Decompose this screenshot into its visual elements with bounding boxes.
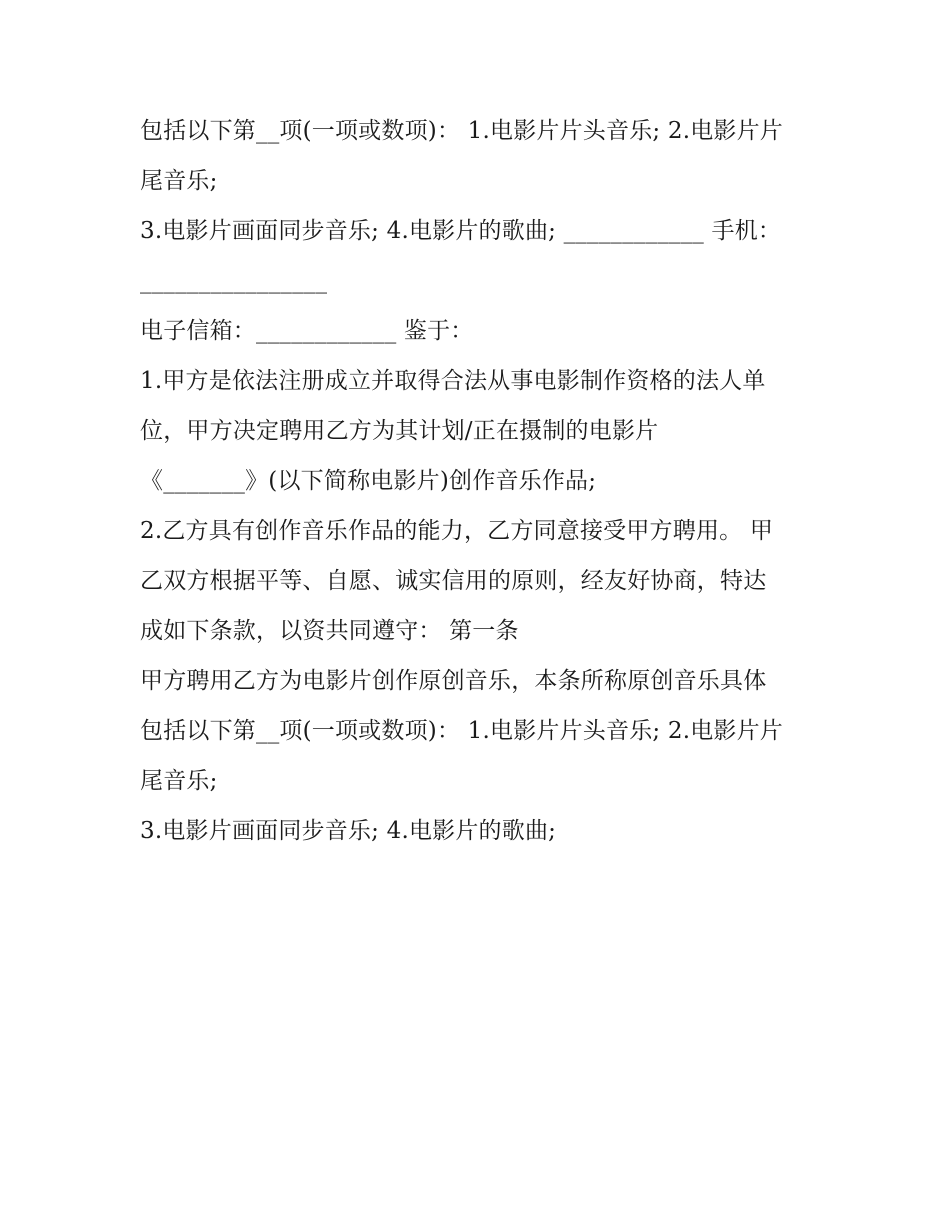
text-line: 2.乙方具有创作音乐作品的能力，乙方同意接受甲方聘用。 甲 xyxy=(140,518,774,544)
text-line: 1.甲方是依法注册成立并取得合法从事电影制作资格的法人单 xyxy=(140,368,766,394)
text-line: 《_______》(以下简称电影片)创作音乐作品; xyxy=(140,468,597,494)
text-line: 包括以下第__项(一项或数项)： 1.电影片片头音乐; 2.电影片片 xyxy=(140,718,784,744)
document-body xyxy=(140,106,820,856)
text-line: 甲方聘用乙方为电影片创作原创音乐，本条所称原创音乐具体 xyxy=(140,668,767,694)
text-line: 3.电影片画面同步音乐; 4.电影片的歌曲; xyxy=(140,818,557,844)
text-line: 包括以下第__项(一项或数项)： 1.电影片片头音乐; 2.电影片片 xyxy=(140,118,784,144)
text-line: 3.电影片画面同步音乐; 4.电影片的歌曲; ____________ 手机： xyxy=(140,218,782,244)
text-line: 电子信箱：____________ 鉴于： xyxy=(140,318,474,344)
text-line: 成如下条款，以资共同遵守： 第一条 xyxy=(140,618,519,644)
text-line: 尾音乐; xyxy=(140,168,218,194)
text-line: ________________ xyxy=(140,268,328,294)
text-line: 位，甲方决定聘用乙方为其计划/正在摄制的电影片 xyxy=(140,418,659,444)
text-line: 尾音乐; xyxy=(140,768,218,794)
text-line: 乙双方根据平等、自愿、诚实信用的原则，经友好协商，特达 xyxy=(140,568,767,594)
